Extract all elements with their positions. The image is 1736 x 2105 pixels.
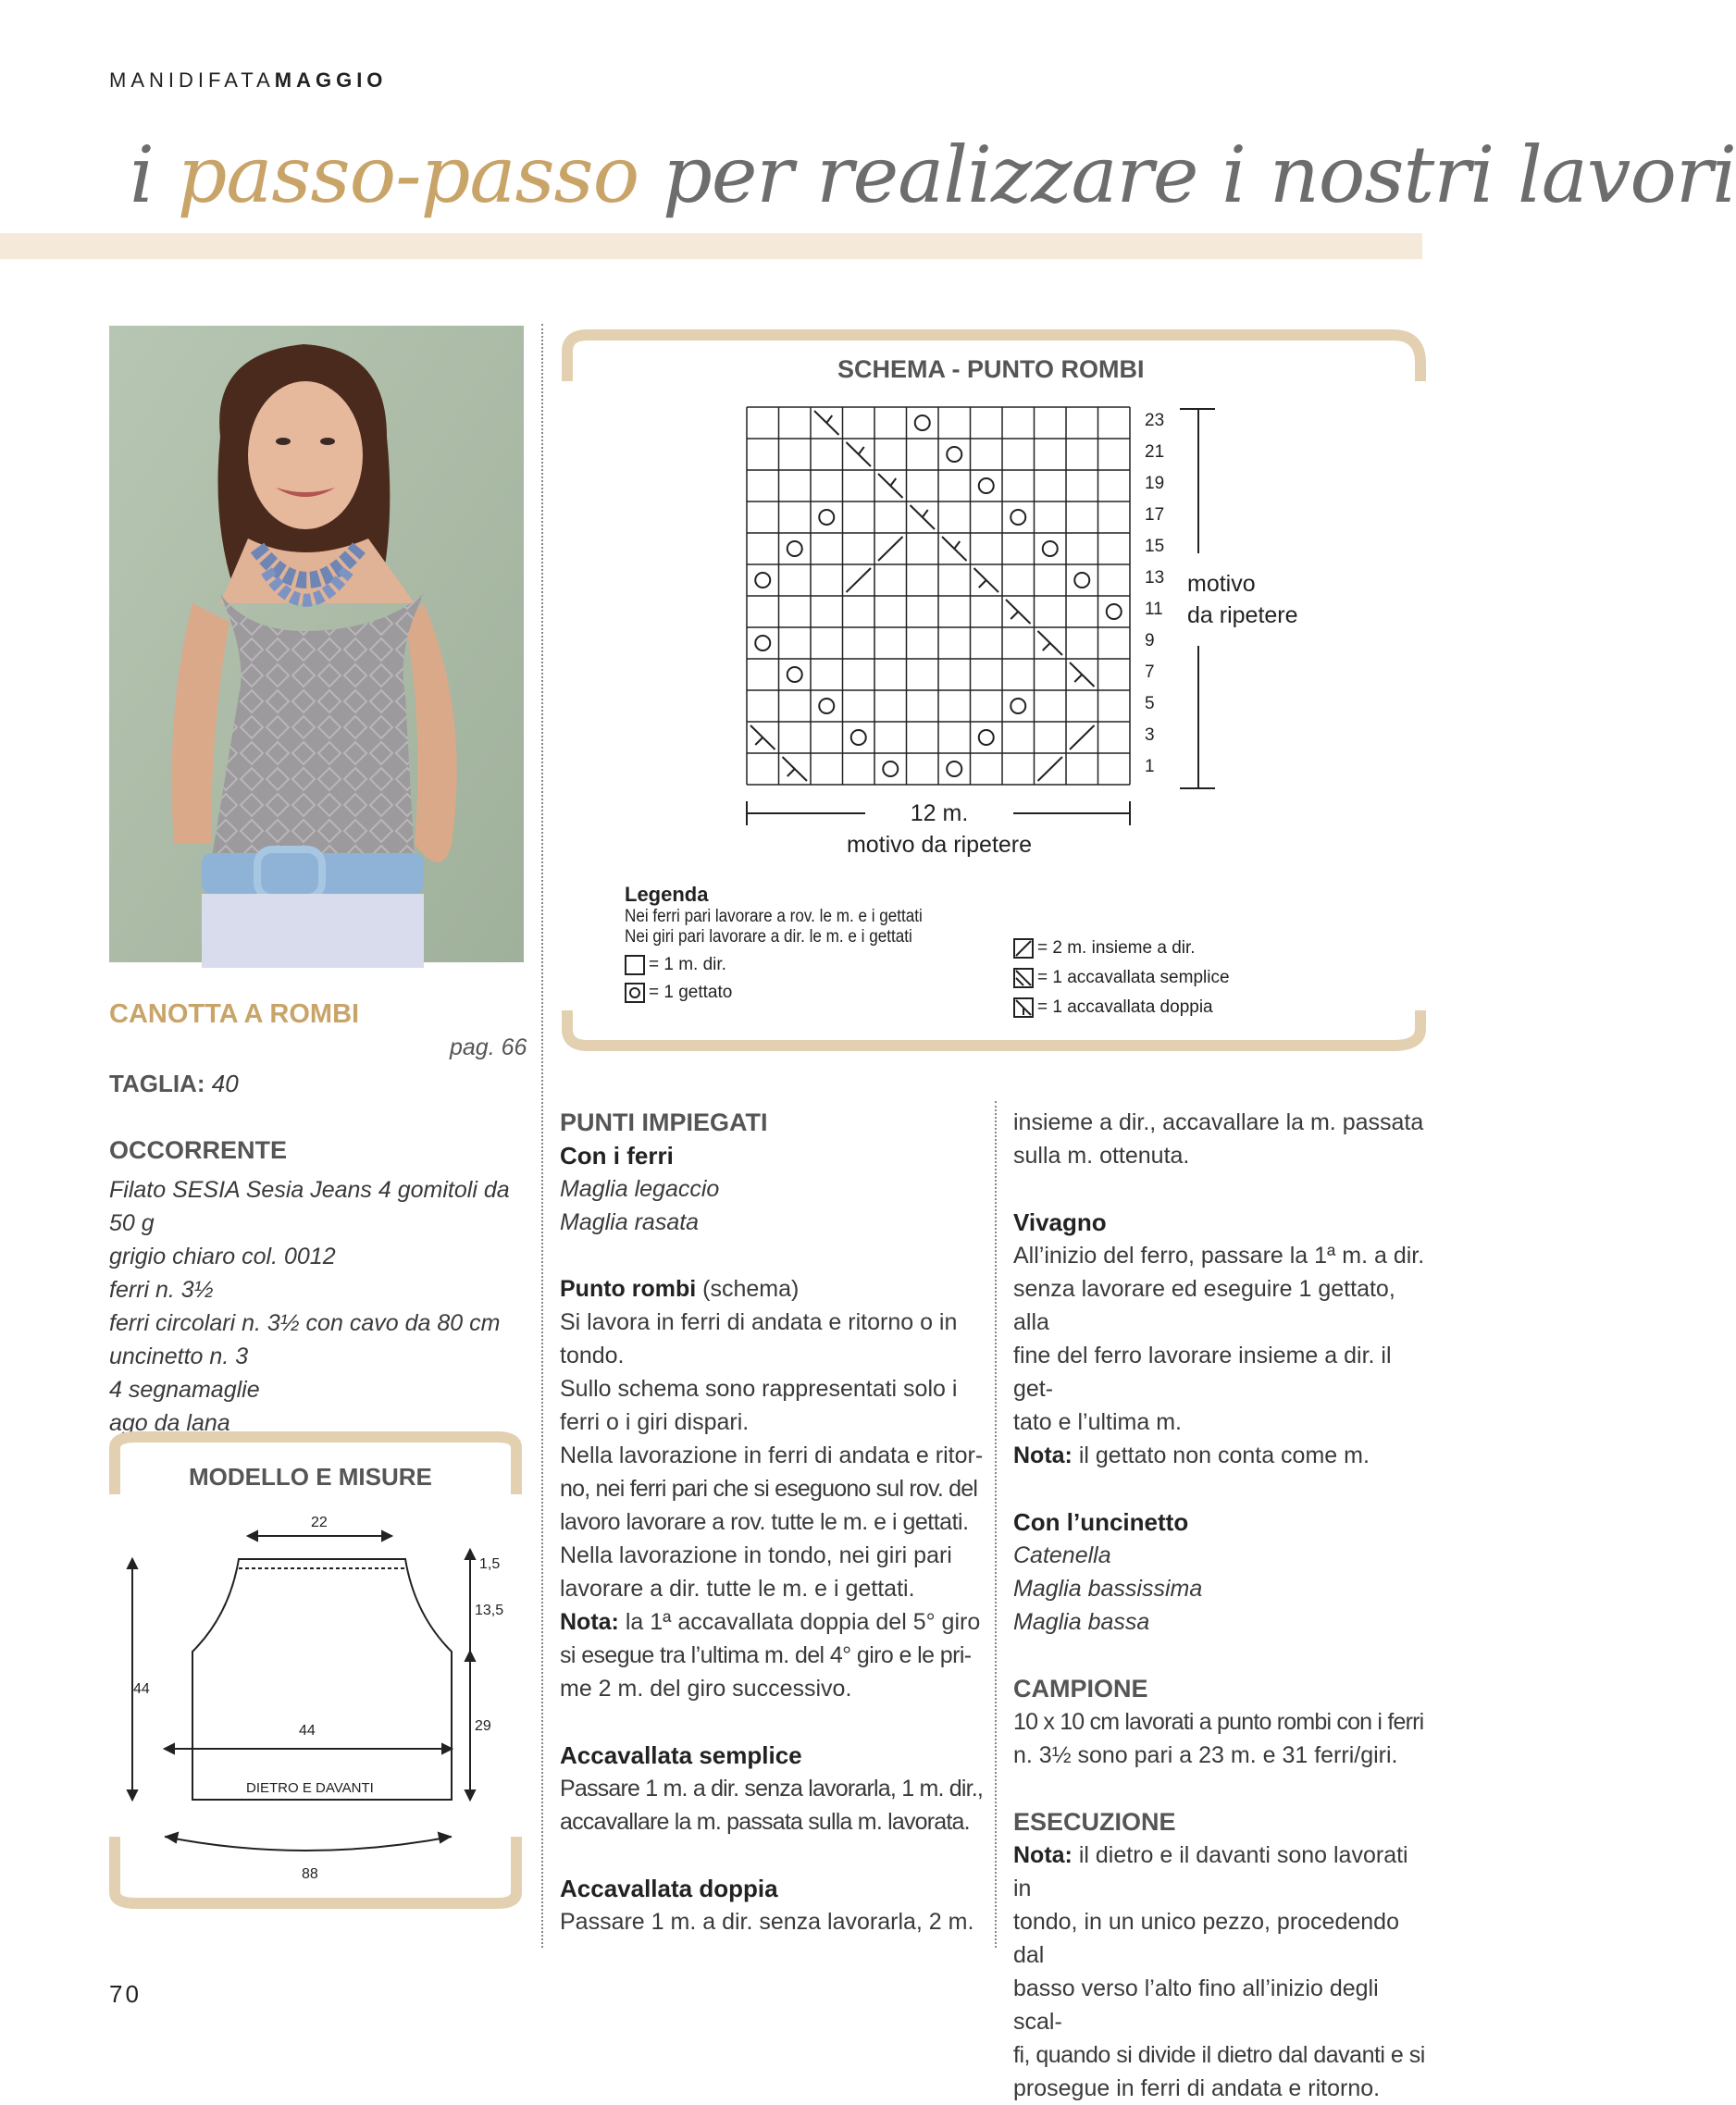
legend-line: Nei ferri pari lavorare a rov. le m. e i gettati bbox=[625, 907, 923, 926]
circle-icon bbox=[625, 983, 645, 1003]
gettato-mark bbox=[755, 573, 770, 588]
legend-line: Nei giri pari lavorare a dir. le m. e i gettati bbox=[625, 927, 912, 947]
backslash-icon bbox=[1013, 968, 1034, 988]
list-item: Maglia rasata bbox=[560, 1209, 700, 1235]
k2tog-mark bbox=[878, 537, 903, 561]
occorrente-heading: OCCORRENTE bbox=[109, 1136, 288, 1164]
body-label: DIETRO E DAVANTI bbox=[246, 1780, 374, 1796]
page-number: 70 bbox=[109, 1980, 142, 2008]
legend bbox=[625, 883, 956, 1003]
decrease-tick bbox=[923, 510, 928, 517]
gettato-mark bbox=[1107, 604, 1122, 619]
decrease-tick bbox=[954, 541, 960, 549]
dim-shoulder: 1,5 bbox=[479, 1556, 501, 1572]
gettato-mark bbox=[851, 730, 866, 745]
gettato-mark bbox=[915, 415, 930, 430]
list-item: Filato SESIA Sesia Jeans 4 gomitoli da 50 g bbox=[109, 1177, 510, 1236]
row-labels: 23 21 19 17 15 13 11 9 7 5 3 1 bbox=[1145, 411, 1165, 776]
project-name: CANOTTA A ROMBI bbox=[109, 999, 360, 1029]
gettato-mark bbox=[947, 447, 961, 462]
knitting-chart bbox=[745, 405, 1152, 794]
dim-side: 29 bbox=[475, 1718, 491, 1734]
list-item: ferri circolari n. 3½ con cavo da 80 cm bbox=[109, 1310, 501, 1336]
list-item: Maglia bassa bbox=[1013, 1609, 1150, 1635]
double-decrease-icon bbox=[1013, 997, 1034, 1018]
list-item: Catenella bbox=[1013, 1542, 1111, 1568]
esecuzione-nota: Nota: il dietro e il davanti sono lavorati in bbox=[1013, 1842, 1408, 1901]
list-item: ago da lana bbox=[109, 1410, 230, 1436]
rombi-heading: Punto rombi (schema) bbox=[560, 1276, 800, 1302]
decrease-tick bbox=[826, 415, 832, 423]
dim-bottom: 88 bbox=[302, 1866, 318, 1882]
gettato-mark bbox=[787, 541, 802, 556]
magazine-header bbox=[109, 68, 387, 93]
uncinetto-heading: Con l’uncinetto bbox=[1013, 1508, 1189, 1536]
repeat-label-horizontal: 12 m. motivo da ripetere bbox=[846, 800, 1033, 858]
list-item: 4 segnamaglie bbox=[109, 1377, 260, 1403]
title-underline-band bbox=[0, 233, 1422, 259]
dim-width: 44 bbox=[299, 1723, 316, 1739]
gettato-mark bbox=[883, 762, 898, 776]
semplice-heading: Accavallata semplice bbox=[560, 1741, 802, 1769]
gettato-mark bbox=[1011, 510, 1025, 525]
repeat-label-vertical: motivo da ripetere bbox=[1187, 571, 1298, 628]
gettato-mark bbox=[787, 667, 802, 682]
doppia-heading: Accavallata doppia bbox=[560, 1875, 778, 1902]
column-divider bbox=[995, 1101, 997, 1948]
dim-height: 44 bbox=[133, 1681, 150, 1697]
gettato-mark bbox=[979, 730, 994, 745]
decrease-tick bbox=[859, 447, 864, 454]
schema-title: SCHEMA - PUNTO ROMBI bbox=[837, 355, 1145, 383]
empty-square-icon bbox=[625, 955, 645, 975]
nota: Nota: la 1ª accavallata doppia del 5° giro bbox=[560, 1609, 981, 1635]
page-reference: pag. 66 bbox=[450, 1034, 527, 1060]
gettato-mark bbox=[819, 699, 834, 713]
punti-column: PUNTI IMPIEGATI Con i ferri Maglia legaccio Maglia rasata Punto rombi (schema) Si lavora in ferri di andata e ritorno o in tondo. Sullo schema sono rappresentati solo i ferri o i giri dispari. Nella lavorazione in ferri di andata e ritor- no, nei ferri pari che si eseguono sul rov. del lavoro lavorare a rov. tutte le m. e i gettati. Nella lavorazione in tondo, nei giri pari lavorare a dir. tutte le m. e i gettati. Nota: la 1ª accavallata doppia del 5° giro si esegue tra l’ultima m. del 4° giro e le pri- me 2 m. del giro successivo. Accavallata semplice Passare 1 m. a dir. senza lavorarla, 1 m. dir., accavallare la m. passata sulla m. lavorata. Accavallata doppia Passare 1 m. a dir. senza lavorarla, 2 m. bbox=[560, 1106, 986, 1938]
decrease-tick bbox=[1011, 612, 1018, 619]
decrease-tick bbox=[1043, 643, 1050, 650]
slash-icon bbox=[1013, 938, 1034, 959]
vivagno-nota: Nota: il gettato non conta come m. bbox=[1013, 1443, 1370, 1468]
legend-item-semplice: = 1 accavallata semplice bbox=[1013, 968, 1230, 988]
dim-armhole: 13,5 bbox=[475, 1603, 504, 1618]
gettato-mark bbox=[1011, 699, 1025, 713]
gettato-mark bbox=[819, 510, 834, 525]
decrease-tick bbox=[890, 478, 896, 486]
gettato-mark bbox=[979, 478, 994, 493]
decrease-tick bbox=[755, 737, 763, 745]
gettato-mark bbox=[755, 636, 770, 650]
list-item: Maglia legaccio bbox=[560, 1176, 720, 1202]
right-column: insieme a dir., accavallare la m. passata sulla m. ottenuta. Vivagno All’inizio del ferro, passare la 1ª m. a dir. senza lavorare ed eseguire 1 gettato, alla fine del ferro lavorare insieme a dir. il get- tato e l’ultima m. Nota: il gettato non conta come m. Con l’uncinetto Catenella Maglia bassissima Maglia bassa CAMPIONE 10 x 10 cm lavorati a punto rombi con i ferri n. 3½ sono pari a 23 m. e 31 ferri/giri. ESECUZIONE Nota: il dietro e il davanti sono lavorati in tondo, in un unico pezzo, procedendo dal basso verso l’alto fino all’inizio degli scal- fi, quando si divide il dietro dal davanti e si prosegue in ferri di andata e ritorno. bbox=[1013, 1106, 1430, 2105]
legend-item-doppia: = 1 accavallata doppia bbox=[1013, 997, 1230, 1018]
legend-right bbox=[1013, 938, 1230, 1018]
esecuzione-heading: ESECUZIONE bbox=[1013, 1808, 1176, 1836]
column-divider bbox=[541, 324, 543, 1948]
list-item: grigio chiaro col. 0012 bbox=[109, 1244, 336, 1269]
legend-item-gettato: = 1 gettato bbox=[625, 983, 956, 1003]
magazine-month: MAGGIO bbox=[274, 68, 388, 92]
measurement-diagram bbox=[109, 1430, 522, 1911]
size-line: TAGLIA: 40 bbox=[109, 1070, 239, 1097]
vivagno-heading: Vivagno bbox=[1013, 1208, 1107, 1236]
ferri-heading: Con i ferri bbox=[560, 1142, 674, 1170]
list-item: ferri n. 3½ bbox=[109, 1277, 214, 1303]
modello-heading: MODELLO E MISURE bbox=[189, 1463, 432, 1491]
campione-heading: CAMPIONE bbox=[1013, 1675, 1148, 1703]
k2tog-mark bbox=[1038, 757, 1063, 781]
modello-box bbox=[109, 1430, 522, 1911]
page-title: i passo-passo per realizzare i nostri lavori bbox=[130, 130, 1736, 220]
magazine-name: MANIDIFATA bbox=[109, 68, 275, 92]
legend-item-dir: = 1 m. dir. bbox=[625, 955, 956, 975]
gettato-mark bbox=[947, 762, 961, 776]
schema-box bbox=[560, 326, 1430, 1057]
punti-heading: PUNTI IMPIEGATI bbox=[560, 1108, 768, 1136]
decrease-tick bbox=[979, 580, 986, 588]
gettato-mark bbox=[1074, 573, 1089, 588]
dim-top: 22 bbox=[311, 1515, 328, 1530]
list-item: uncinetto n. 3 bbox=[109, 1343, 249, 1369]
list-item: Maglia bassissima bbox=[1013, 1576, 1203, 1602]
title-accent: passo-passo bbox=[177, 130, 639, 220]
legend-heading: Legenda bbox=[625, 883, 709, 906]
decrease-tick bbox=[787, 769, 795, 776]
model-photo bbox=[109, 326, 524, 962]
occorrente-list bbox=[109, 1173, 535, 1440]
decrease-tick bbox=[1074, 675, 1082, 682]
legend-item-2insieme: = 2 m. insieme a dir. bbox=[1013, 938, 1230, 959]
k2tog-mark bbox=[847, 568, 872, 592]
gettato-mark bbox=[1043, 541, 1058, 556]
k2tog-mark bbox=[1070, 725, 1095, 749]
